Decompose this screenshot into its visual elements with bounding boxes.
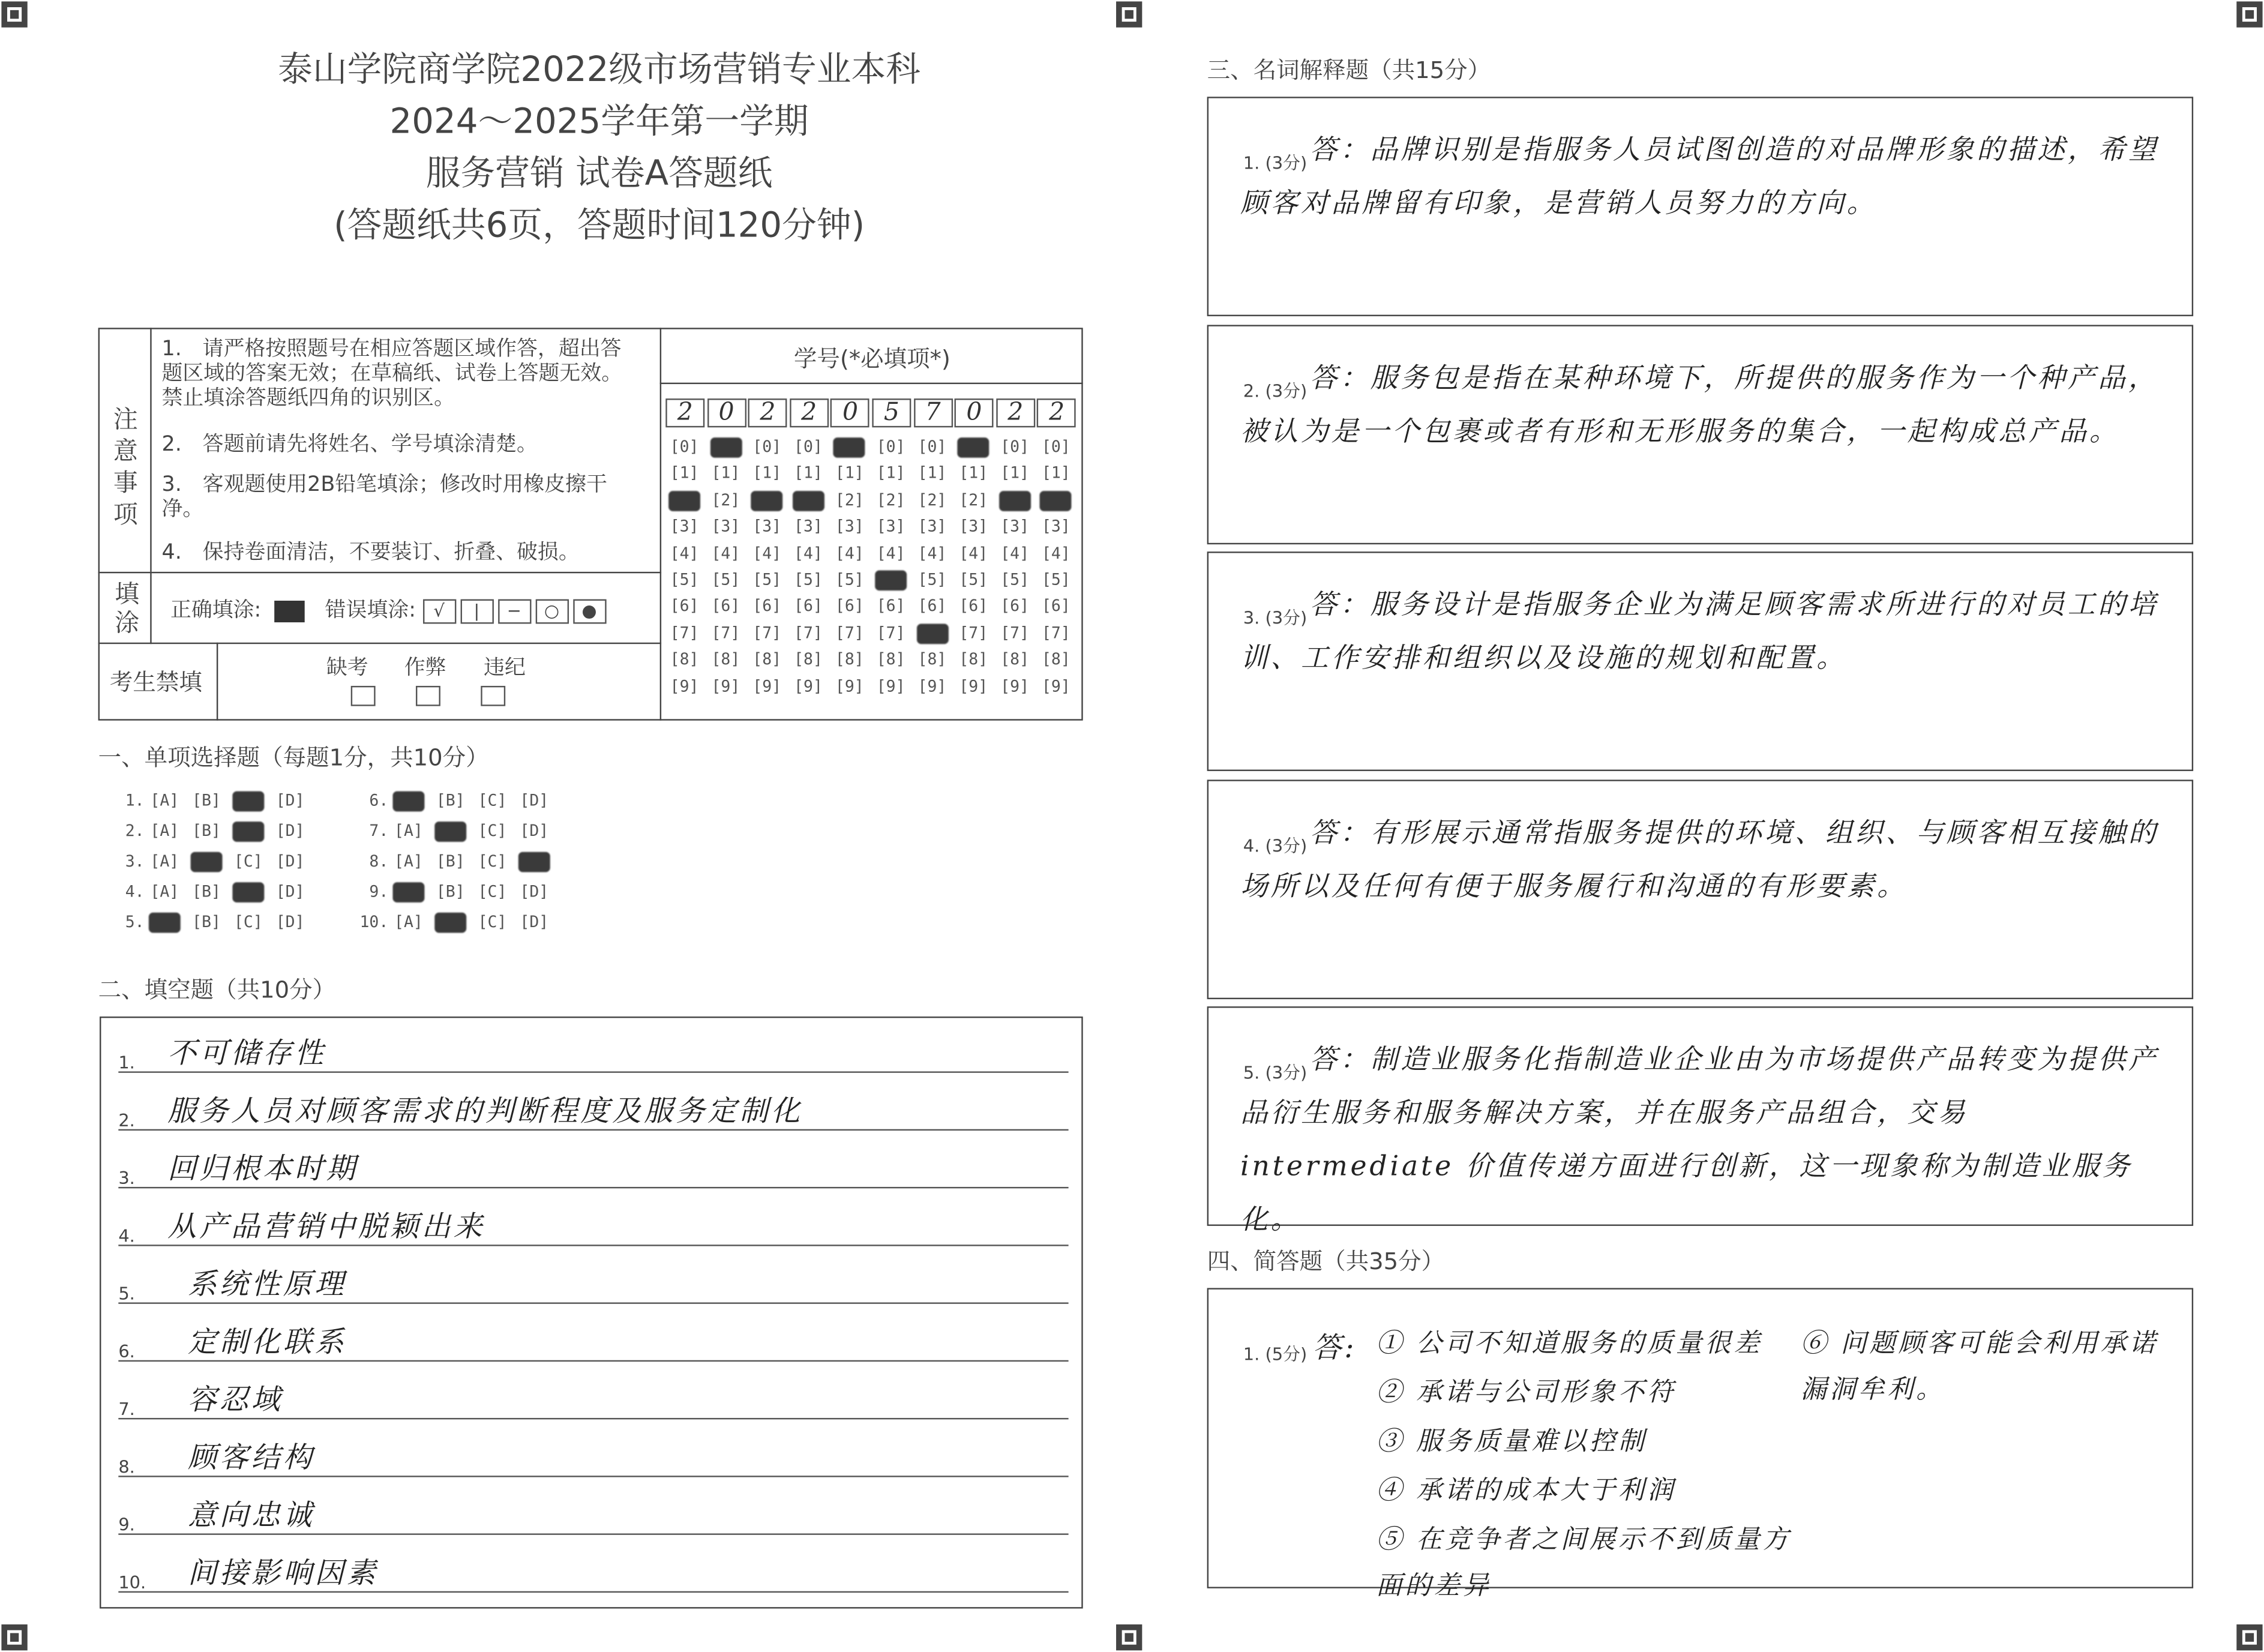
fill-in-number: 10. [118,1572,146,1593]
student-id-bubble[interactable]: [4] [1041,544,1070,563]
student-id-bubble[interactable]: [2] [835,490,864,509]
fill-in-number: 6. [118,1341,135,1362]
mc-question-number: 1. [125,791,145,810]
mc-option-a[interactable]: [A] [150,791,179,810]
student-id-bubble[interactable]: [3] [835,517,864,536]
fill-in-answer[interactable]: 容忍域 [187,1381,283,1417]
fill-in-number: 1. [118,1053,135,1073]
notice-item-2: 2. 答题前请先将姓名、学号填涂清楚。 [161,433,538,457]
student-id-bubble[interactable]: [9] [752,676,782,695]
student-id-bubble[interactable]: [1] [794,464,823,483]
notice-item-1: 1. 请严格按照题号在相应答题区域作答，超出答题区域的答案无效；在草稿纸、试卷上答题无效。禁止填涂答题纸四角的识别区。 [161,338,623,410]
fill-in-line [118,1262,1068,1304]
student-id-bubble[interactable] [793,491,824,511]
student-id-bubble[interactable] [833,437,865,458]
student-id-bubble[interactable]: [9] [1000,676,1030,695]
student-id-bubble[interactable]: [9] [835,676,864,695]
mc-option-c[interactable]: [C] [478,791,507,810]
student-id-bubble[interactable]: [1] [752,464,782,483]
student-id-bubble[interactable]: [5] [835,570,864,589]
student-id-bubble[interactable]: [5] [917,570,947,589]
mc-option-c[interactable]: [C] [233,852,263,871]
wrong-fill-label: 错误填涂: [325,599,416,623]
student-id-bubble[interactable] [751,491,783,511]
forbidden-label: 考生禁填 [109,668,202,696]
student-id-bubble[interactable]: [2] [711,490,740,509]
student-id-bubble[interactable]: [6] [959,596,988,616]
student-id-bubble[interactable]: [6] [876,596,905,616]
mc-option-a[interactable]: [A] [394,821,423,841]
fill-in-answer[interactable]: 不可储存性 [167,1035,326,1071]
mc-option-b[interactable] [434,913,466,933]
student-id-bubble[interactable] [710,437,742,458]
student-id-bubble[interactable]: [6] [711,596,740,616]
fill-in-answer[interactable]: 服务人员对顾客需求的判断程度及服务定制化 [167,1093,803,1128]
student-id-bubble[interactable]: [0] [752,437,782,457]
student-id-bubble[interactable]: [7] [670,623,699,643]
student-id-bubble[interactable]: [4] [835,544,864,563]
mc-question-number: 3. [125,852,145,871]
student-id-bubble[interactable]: [8] [876,650,905,669]
cheat-checkbox[interactable] [416,686,440,706]
wrong-fill-mark-4: ○ [535,598,568,623]
definition-answer[interactable]: 答：有形展示通常指服务提供的环境、组织、与顾客相互接触的场所以及任何有便于服务履行和沟通的有形要素。 [1240,816,2159,902]
forbidden-absent-label: 缺考 [326,656,368,680]
corner-mark-top-middle [1115,0,1144,29]
student-id-bubble[interactable]: [4] [1000,544,1030,563]
student-id-bubble[interactable] [1040,491,1072,511]
correct-fill-label: 正确填涂: [170,599,262,623]
student-id-bubble[interactable]: [7] [794,623,823,643]
mc-option-b[interactable]: [B] [436,791,465,810]
fill-in-number: 3. [118,1168,135,1189]
mc-option-a[interactable]: [A] [394,912,423,932]
definition-answer[interactable]: 答：服务包是指在某种环境下，所提供的服务作为一个种产品，被认为是一个包裹或者有形和无形服务的集合，一起构成总产品。 [1240,361,2159,447]
student-id-bubble[interactable]: [3] [917,517,947,536]
wrong-fill-mark-5: ● [572,598,605,623]
corner-mark-top-left [0,0,29,29]
header-info: (答题纸共6页，答题时间120分钟) [334,205,865,246]
student-id-digit: 2 [748,398,787,427]
student-id-bubble[interactable]: [4] [794,544,823,563]
fill-in-number: 7. [118,1399,135,1420]
student-id-digit: 0 [707,398,746,427]
fill-in-line [118,1089,1068,1131]
mc-option-b[interactable] [434,821,466,842]
fill-in-answer[interactable]: 定制化联系 [187,1324,347,1359]
student-id-bubble[interactable]: [5] [959,570,988,589]
corner-mark-bottom-right [2235,1623,2264,1652]
student-id-bubble[interactable]: [8] [752,650,782,669]
student-id-digit: 7 [913,398,952,427]
mc-option-d[interactable]: [D] [520,912,549,932]
student-id-bubble[interactable]: [2] [917,490,947,509]
student-id-bubble[interactable] [958,437,989,458]
section4-title: 四、简答题（共35分） [1207,1248,1445,1275]
student-id-bubble[interactable]: [1] [1041,464,1070,483]
student-id-bubble[interactable]: [4] [959,544,988,563]
mc-option-b[interactable]: [B] [192,821,221,841]
definition-number: 2. (3分) [1243,380,1308,401]
student-id-bubble[interactable]: [8] [959,650,988,669]
correct-fill-mark [274,600,304,622]
student-id-label: 学号(*必填项*) [793,345,950,373]
mc-option-d[interactable]: [D] [520,791,549,810]
mc-question-number: 5. [125,912,145,932]
mc-option-b[interactable]: [B] [192,882,221,901]
absent-checkbox[interactable] [351,686,376,706]
mc-question-number: 2. [125,821,145,841]
short-answer-box-1 [1207,1288,2193,1602]
mc-option-c[interactable]: [C] [233,912,263,932]
student-id-bubble[interactable]: [7] [959,623,988,643]
student-id-bubble[interactable]: [0] [917,437,947,457]
mc-option-d[interactable]: [D] [275,821,305,841]
student-id-bubble[interactable] [875,570,907,590]
student-id-bubble[interactable]: [0] [876,437,905,457]
definition-answer[interactable]: 答：服务设计是指服务企业为满足顾客需求所进行的对员工的培训、工作安排和组织以及设施的规划和配置。 [1240,589,2159,674]
student-id-bubble[interactable] [668,491,700,511]
fill-in-line [118,1204,1068,1246]
definition-answer[interactable]: 答：品牌识别是指服务人员试图创造的对品牌形象的描述，希望顾客对品牌留有印象，是营销人员努力的方向。 [1240,134,2159,220]
student-id-bubble[interactable]: [8] [794,650,823,669]
short-answer-point-4[interactable]: ④ 承诺的成本大于利润 [1376,1476,1677,1506]
student-id-digit: 0 [955,398,994,427]
student-id-bubble[interactable]: [5] [794,570,823,589]
mc-question-number: 10. [359,912,389,932]
student-id-bubble[interactable]: [7] [835,623,864,643]
mc-option-c[interactable] [232,882,264,903]
student-id-bubble[interactable]: [3] [752,517,782,536]
student-id-bubble[interactable]: [0] [1041,437,1070,457]
student-id-bubble[interactable]: [3] [876,517,905,536]
definition-box-1 [1207,97,2193,316]
student-id-bubble[interactable]: [1] [917,464,947,483]
student-id-bubble[interactable]: [5] [670,570,699,589]
definition-number: 3. (3分) [1243,608,1308,628]
mc-option-d[interactable]: [D] [275,912,305,932]
fill-example-row [170,593,610,624]
student-id-digit: 2 [665,398,704,427]
student-id-bubble[interactable]: [9] [670,676,699,695]
student-id-bubble[interactable]: [7] [1041,623,1070,643]
student-id-bubble[interactable]: [9] [1041,676,1070,695]
student-id-bubble[interactable]: [4] [876,544,905,563]
student-id-bubble[interactable]: [1] [1000,464,1030,483]
student-id-bubble[interactable]: [9] [959,676,988,695]
student-id-bubble[interactable]: [1] [959,464,988,483]
student-id-bubble[interactable]: [6] [917,596,947,616]
short-answer-point-6[interactable]: ⑥ 问题顾客可能会利用承诺漏洞牟利。 [1800,1328,2158,1405]
mc-question-number: 4. [125,882,145,901]
notice-label: 注意事项 [113,406,138,530]
definition-answer[interactable]: 答：制造业服务化指制造业企业由为市场提供产品转变为提供产品衍生服务和服务解决方案，并在服务产品组合，交易intermediate 价值传递方面进行创新，这一现象称为制造业服务化。 [1240,1044,2159,1236]
fill-in-answer[interactable]: 顾客结构 [187,1440,315,1474]
mc-option-d[interactable]: [D] [520,821,549,841]
short-answer-point-5[interactable]: ⑤ 在竞争者之间展示不到质量方面的差异 [1376,1525,1792,1602]
header-school: 泰山学院商学院2022级市场营销专业本科 [278,49,921,90]
mc-option-c[interactable]: [C] [478,821,507,841]
short-answer-prefix: 答: [1312,1330,1357,1365]
student-id-bubble[interactable]: [1] [711,464,740,483]
mc-option-b[interactable] [191,852,223,873]
definition-box-3 [1207,551,2193,771]
mc-option-c[interactable]: [C] [478,882,507,901]
student-id-bubble[interactable]: [7] [876,623,905,643]
header-course: 服务营销 试卷A答题纸 [425,153,773,194]
mc-option-a[interactable] [393,882,425,903]
fill-in-number: 2. [118,1110,135,1131]
mc-option-b[interactable]: [B] [436,852,465,871]
mc-option-b[interactable]: [B] [192,912,221,932]
definition-box-4 [1207,779,2193,999]
student-id-bubble[interactable]: [6] [835,596,864,616]
student-id-bubble[interactable]: [8] [835,650,864,669]
wrong-fill-marks [422,599,610,623]
mc-option-a[interactable]: [A] [150,852,179,871]
student-id-bubble[interactable]: [4] [752,544,782,563]
student-id-bubble[interactable]: [3] [794,517,823,536]
header-term: 2024～2025学年第一学期 [389,101,809,142]
mc-option-d[interactable]: [D] [520,882,549,901]
student-id-bubble[interactable]: [6] [670,596,699,616]
fill-in-line [118,1435,1068,1477]
corner-mark-bottom-middle [1115,1623,1144,1652]
student-id-bubble[interactable]: [7] [752,623,782,643]
student-id-bubble[interactable]: [5] [1000,570,1030,589]
fill-in-answer[interactable]: 从产品营销中脱颖出来 [167,1209,485,1243]
fill-in-line [118,1378,1068,1420]
student-id-digit: 5 [872,398,911,427]
fill-in-line [118,1147,1068,1189]
student-id-bubble[interactable]: [0] [794,437,823,457]
fill-in-number: 4. [118,1225,135,1246]
corner-mark-top-right [2235,0,2264,29]
notice-item-4: 4. 保持卷面清洁，不要装订、折叠、破损。 [161,541,580,565]
student-id-bubble[interactable]: [0] [1000,437,1030,457]
definition-box-2 [1207,324,2193,544]
definition-number: 4. (3分) [1243,835,1308,856]
mc-option-b[interactable]: [B] [436,882,465,901]
student-id-bubble[interactable]: [1] [670,464,699,483]
mc-option-d[interactable]: [D] [275,882,305,901]
wrong-fill-mark-3: − [497,598,530,623]
student-id-bubble[interactable]: [9] [917,676,947,695]
student-id-bubble[interactable]: [4] [670,544,699,563]
wrong-fill-mark-2: | [460,598,493,623]
student-id-bubble[interactable] [916,623,948,644]
student-id-bubble[interactable]: [8] [711,650,740,669]
fill-in-line [118,1320,1068,1362]
fill-in-answer[interactable]: 意向忠诚 [187,1497,315,1533]
mc-option-c[interactable] [232,821,264,842]
definition-number: 1. (3分) [1243,153,1308,173]
student-id-bubble[interactable]: [8] [1041,650,1070,669]
student-id-bubble[interactable]: [0] [670,437,699,457]
student-id-bubble[interactable]: [7] [711,623,740,643]
short-answer-point-1[interactable]: ① 公司不知道服务的质量很差 [1376,1328,1763,1359]
wrong-fill-mark-1: √ [422,598,455,623]
short-answer-number: 1. (5分) [1243,1344,1308,1365]
fill-in-answer[interactable]: 回归根本时期 [167,1150,358,1186]
student-id-bubble[interactable]: [6] [794,596,823,616]
student-id-digit: 2 [1037,398,1076,427]
mc-question-number: 6. [369,791,389,810]
section1-title: 一、单项选择题（每题1分，共10分） [98,743,489,771]
corner-mark-bottom-left [0,1623,29,1652]
student-id-bubble[interactable]: [3] [1041,517,1070,536]
student-id-bubble[interactable]: [8] [917,650,947,669]
student-id-bubble[interactable]: [7] [1000,623,1030,643]
student-id-bubble[interactable]: [2] [876,490,905,509]
student-id-bubble[interactable]: [1] [835,464,864,483]
violation-checkbox[interactable] [481,686,505,706]
fill-in-line [118,1031,1068,1073]
fill-in-line [118,1551,1068,1593]
mc-option-b[interactable]: [B] [192,791,221,810]
forbidden-cheat-label: 作弊 [404,656,446,680]
student-id-bubble[interactable]: [8] [670,650,699,669]
mc-option-a[interactable] [149,913,181,933]
student-id-bubble[interactable]: [5] [1041,570,1070,589]
mc-question-number: 8. [369,852,389,871]
short-answer-point-3[interactable]: ③ 服务质量难以控制 [1376,1426,1647,1457]
student-id-bubble[interactable]: [3] [711,517,740,536]
student-id-bubble[interactable]: [8] [1000,650,1030,669]
student-id-bubble[interactable]: [4] [917,544,947,563]
fill-in-line [118,1493,1068,1535]
fill-in-answer[interactable]: 间接影响因素 [187,1555,379,1590]
definition-number: 5. (3分) [1243,1063,1308,1083]
mc-option-c[interactable]: [C] [478,852,507,871]
mc-question-number: 7. [369,821,389,841]
student-id-bubble[interactable] [999,491,1031,511]
fill-in-number: 5. [118,1284,135,1304]
mc-question-number: 9. [369,882,389,901]
student-id-digit: 2 [996,398,1035,427]
mc-option-d[interactable] [518,852,550,873]
student-id-bubble[interactable]: [9] [711,676,740,695]
student-id-bubble[interactable]: [6] [752,596,782,616]
student-id-digit: 2 [790,398,829,427]
mc-option-d[interactable]: [D] [275,852,305,871]
mc-option-c[interactable]: [C] [478,912,507,932]
student-id-bubble[interactable]: [5] [752,570,782,589]
student-id-bubble[interactable]: [3] [1000,517,1030,536]
student-id-bubble[interactable]: [3] [670,517,699,536]
definition-box-5 [1207,1006,2193,1236]
fill-label: 填涂 [115,580,140,638]
student-id-bubble[interactable]: [9] [794,676,823,695]
student-id-bubble[interactable]: [1] [876,464,905,483]
notice-item-3: 3. 客观题使用2B铅笔填涂；修改时用橡皮擦干净。 [161,473,607,521]
short-answer-point-2[interactable]: ② 承诺与公司形象不符 [1376,1377,1677,1408]
student-id-bubble[interactable]: [3] [959,517,988,536]
mc-option-a[interactable] [393,791,425,812]
mc-option-c[interactable] [232,791,264,812]
fill-in-answer[interactable]: 系统性原理 [187,1266,347,1302]
section2-title: 二、填空题（共10分） [98,976,336,1004]
student-id-bubble[interactable]: [5] [711,570,740,589]
student-id-bubble[interactable]: [6] [1041,596,1070,616]
student-id-digit: 0 [831,398,870,427]
mc-option-a[interactable]: [A] [394,852,423,871]
student-id-bubble[interactable]: [6] [1000,596,1030,616]
mc-option-a[interactable]: [A] [150,821,179,841]
fill-in-number: 9. [118,1515,135,1535]
section3-title: 三、名词解释题（共15分） [1207,56,1491,84]
mc-option-d[interactable]: [D] [275,791,305,810]
student-id-bubble[interactable]: [4] [711,544,740,563]
student-id-bubble[interactable]: [2] [959,490,988,509]
mc-option-a[interactable]: [A] [150,882,179,901]
student-id-bubble[interactable]: [9] [876,676,905,695]
fill-in-number: 8. [118,1456,135,1477]
forbidden-violation-label: 违纪 [484,656,526,680]
